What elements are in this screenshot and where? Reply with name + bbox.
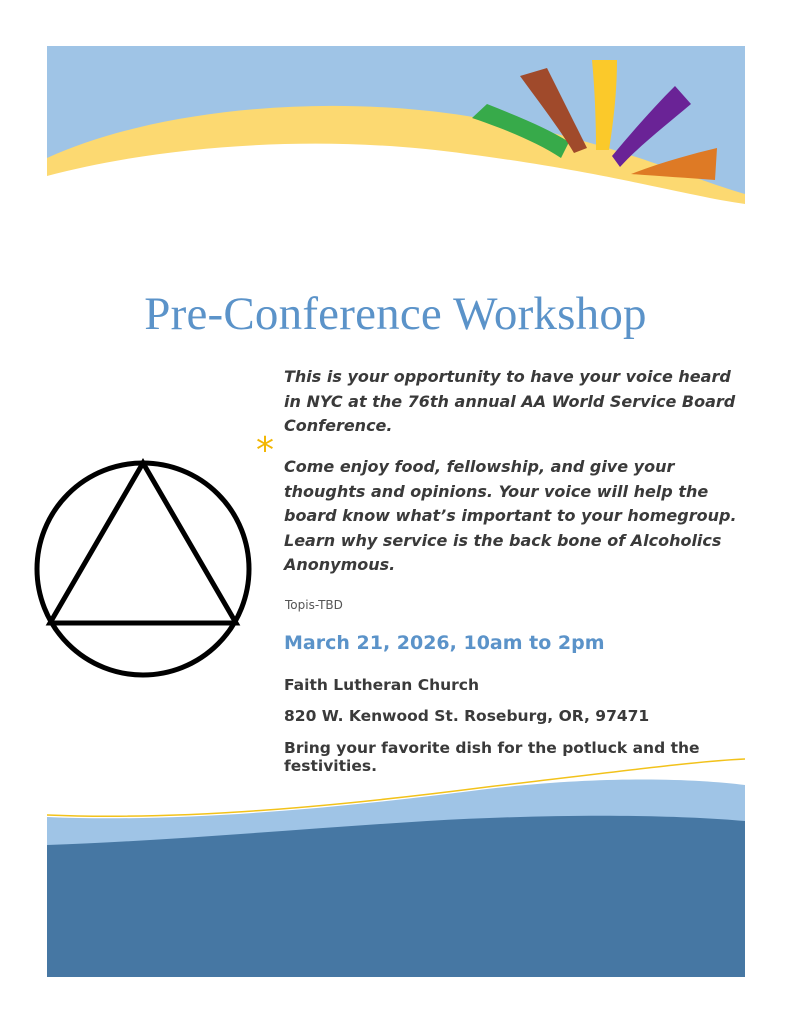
- topics-text: Topis-TBD: [285, 598, 343, 612]
- footer-dark-wave: [47, 816, 745, 977]
- circle-triangle-icon: [32, 458, 254, 680]
- potluck-text: Bring your favorite dish for the potluck and the festivities.: [284, 739, 700, 775]
- page-title: Pre-Conference Workshop: [144, 288, 647, 340]
- footer-waves: [47, 755, 745, 977]
- venue-name: Faith Lutheran Church: [284, 676, 480, 694]
- event-date: March 21, 2026, 10am to 2pm: [284, 632, 605, 654]
- asterisk-icon: *: [256, 430, 274, 471]
- venue-address: 820 W. Kenwood St. Roseburg, OR, 97471: [284, 707, 650, 725]
- intro-text: This is your opportunity to have your voice heard in NYC at the 76th annual AA World Service Board Conference.: [284, 367, 736, 435]
- header-banner: [47, 46, 745, 211]
- body-text: Come enjoy food, fellowship, and give your thoughts and opinions. Your voice will help the board know what’s important to your homegroup. Learn why service is the back bone of Alcoholics Anonymous.: [284, 457, 737, 574]
- symbol-circle: [37, 463, 249, 675]
